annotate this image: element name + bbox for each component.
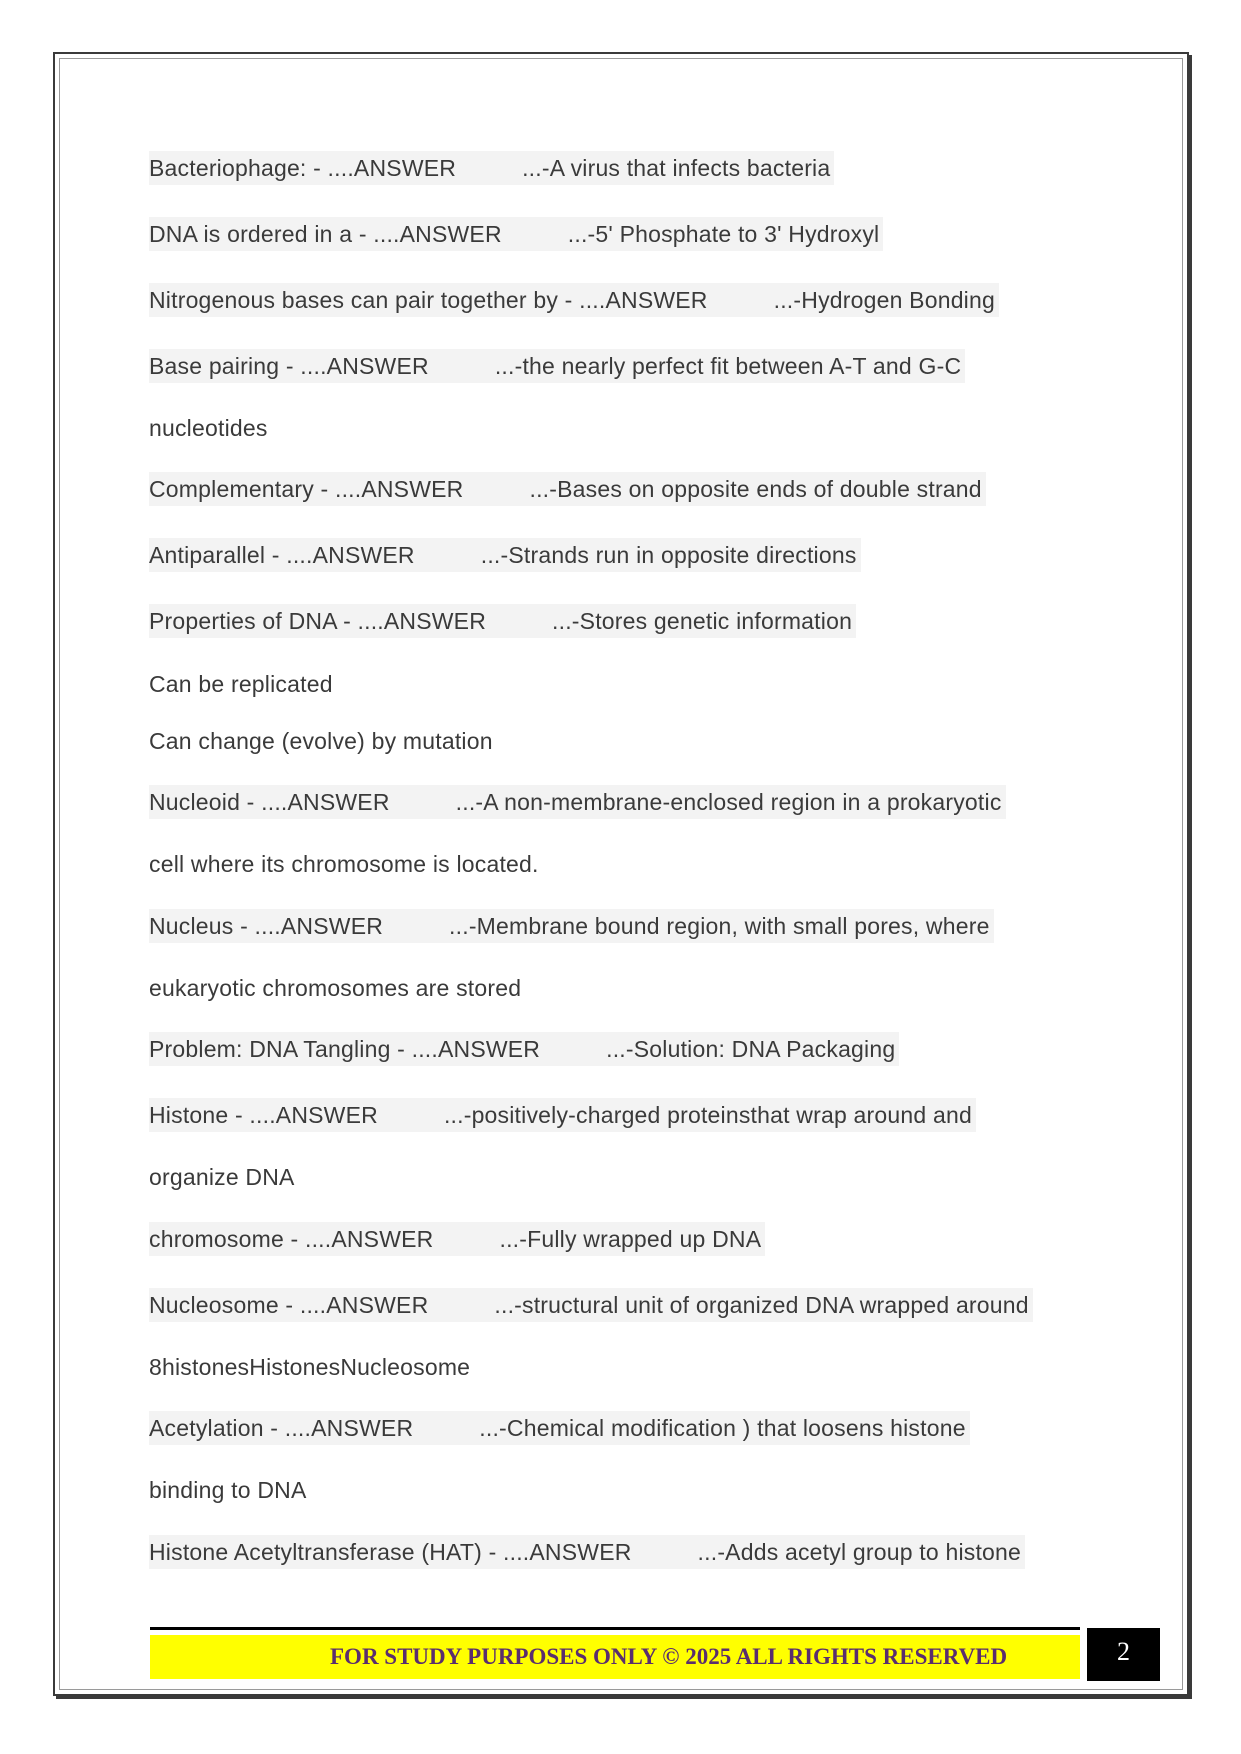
entry-answer: ...-Strands run in opposite directions [480,542,857,568]
entry-answer: ...-Solution: DNA Packaging [606,1036,896,1062]
entry-answer: ...-A non-membrane-enclosed region in a prokaryotic [455,789,1002,815]
entry-continuation: 8histonesHistonesNucleosome [149,1354,471,1380]
entry-continuation: cell where its chromosome is located. [149,851,539,877]
entry-row [149,1032,899,1066]
footer-copyright: FOR STUDY PURPOSES ONLY © 2025 ALL RIGHTS RESERVED [330,1644,1008,1669]
entry-term: DNA is ordered in a - ....ANSWER [149,221,502,247]
entry-continuation: nucleotides [149,415,268,441]
entry-continuation: binding to DNA [149,1477,307,1503]
entry-term: Properties of DNA - ....ANSWER [149,608,487,634]
entry-row [149,1535,1025,1569]
entry-term: Nitrogenous bases can pair together by - ....ANSWER [149,287,708,313]
entry-term: Problem: DNA Tangling - ....ANSWER [149,1036,541,1062]
entry-row [149,283,999,317]
entry-answer: ...-Bases on opposite ends of double strand [529,476,982,502]
entry-row [149,472,986,506]
entry-term: Histone Acetyltransferase (HAT) - ....ANSWER [149,1539,632,1565]
entry-continuation: eukaryotic chromosomes are stored [149,975,522,1001]
entry-term: Nucleoid - ....ANSWER [149,789,390,815]
entry-term: Base pairing - ....ANSWER [149,353,429,379]
entry-answer: ...-Hydrogen Bonding [773,287,995,313]
entry-answer: ...-positively-charged proteinsthat wrap around and [443,1102,972,1128]
entry-answer: ...-A virus that infects bacteria [522,155,831,181]
entry-row [149,151,834,185]
entry-answer: ...-the nearly perfect fit between A-T and G-C [494,353,962,379]
entry-row [149,1222,765,1256]
entry-term: Acetylation - ....ANSWER [149,1415,414,1441]
entry-term: Nucleus - ....ANSWER [149,913,384,939]
entry-row [149,538,861,572]
entry-term: Bacteriophage: - ....ANSWER [149,155,457,181]
entry-continuation: Can change (evolve) by mutation [149,728,493,754]
entry-row [149,785,1006,819]
entry-continuation: Can be replicated [149,671,333,697]
footer-rule [150,1627,1080,1630]
entry-term: Complementary - ....ANSWER [149,476,464,502]
entry-row [149,1411,970,1445]
entry-answer: ...-structural unit of organized DNA wrapped around [494,1292,1029,1318]
page-number: 2 [1087,1628,1160,1681]
entry-row [149,349,965,383]
entry-answer: ...-5' Phosphate to 3' Hydroxyl [567,221,880,247]
entry-row [149,604,856,638]
entry-continuation: organize DNA [149,1164,295,1190]
entry-row [149,217,883,251]
entry-row [149,1098,976,1132]
entry-answer: ...-Chemical modification ) that loosens histone [479,1415,966,1441]
entry-row [149,1288,1033,1322]
entry-answer: ...-Fully wrapped up DNA [499,1226,762,1252]
entry-term: Antiparallel - ....ANSWER [149,542,415,568]
entry-answer: ...-Membrane bound region, with small pores, where [449,913,990,939]
entry-term: chromosome - ....ANSWER [149,1226,434,1252]
entry-answer: ...-Stores genetic information [552,608,853,634]
entry-row [149,909,994,943]
entry-answer: ...-Adds acetyl group to histone [697,1539,1022,1565]
entry-term: Histone - ....ANSWER [149,1102,378,1128]
entry-term: Nucleosome - ....ANSWER [149,1292,429,1318]
